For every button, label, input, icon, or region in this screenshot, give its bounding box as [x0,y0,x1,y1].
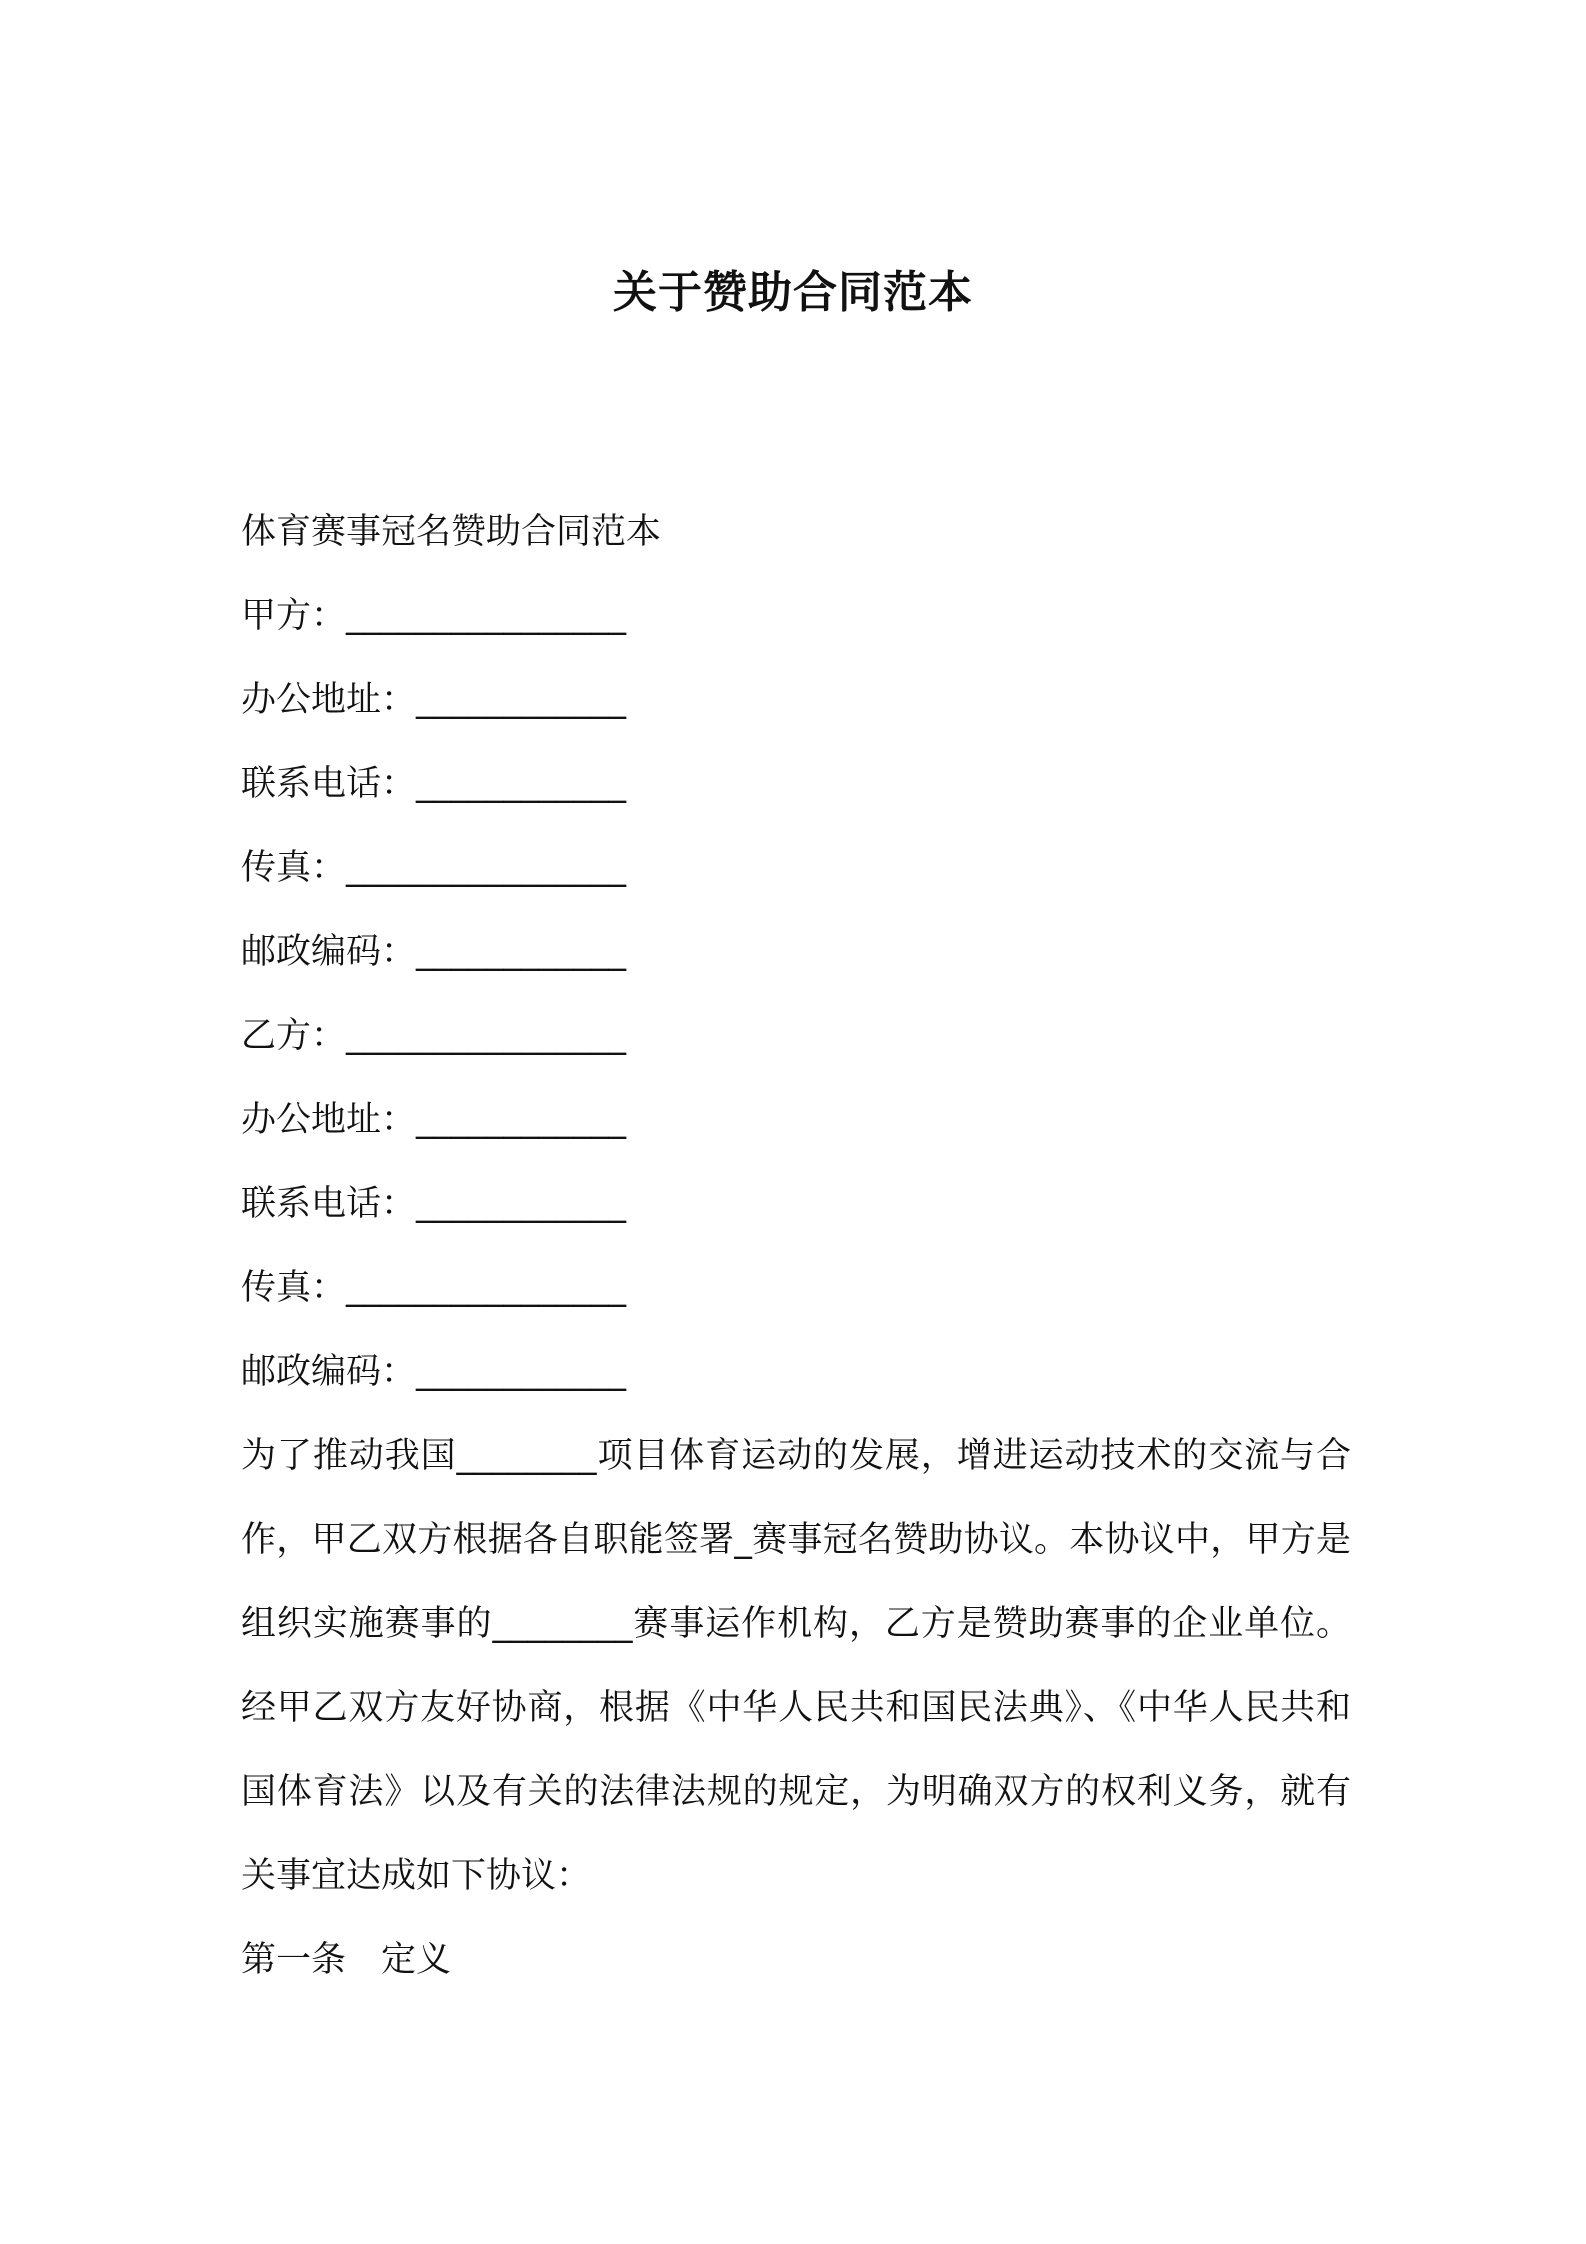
party-b-name-field: 乙方：________________ [241,1016,627,1056]
contract-subtitle: 体育赛事冠名赞助合同范本 [241,512,662,552]
party-b-phone-field: 联系电话：____________ [241,1184,627,1224]
party-a-phone-field: 联系电话：____________ [241,764,627,804]
party-a-fax-field: 传真：________________ [241,848,627,888]
section-heading: 第一条 定义 [241,1940,452,1980]
party-b-address-field: 办公地址：____________ [241,1100,627,1140]
party-b-fax-field: 传真：________________ [241,1268,627,1308]
preamble-paragraph: 为了推动我国________项目体育运动的发展，增进运动技术的交流与合作，甲乙双方根据各自职能签署_赛事冠名赞助协议。本协议中，甲方是组织实施赛事的________赛事运作机构，乙方是赞助赛事的企业单位。经甲乙双方友好协商，根据《中华人民共和国民法典》、《中华人民共和国体育法》以及有关的法律法规的规定，为明确双方的权利义务，就有关事宜达成如下协议： [241,1436,1351,1896]
party-a-postcode-field: 邮政编码：____________ [241,932,627,972]
party-a-name-field: 甲方：________________ [241,596,627,636]
document-body [241,490,1351,2002]
document-title: 关于赞助合同范本 [613,267,973,318]
party-b-postcode-field: 邮政编码：____________ [241,1352,627,1392]
party-a-address-field: 办公地址：____________ [241,680,627,720]
